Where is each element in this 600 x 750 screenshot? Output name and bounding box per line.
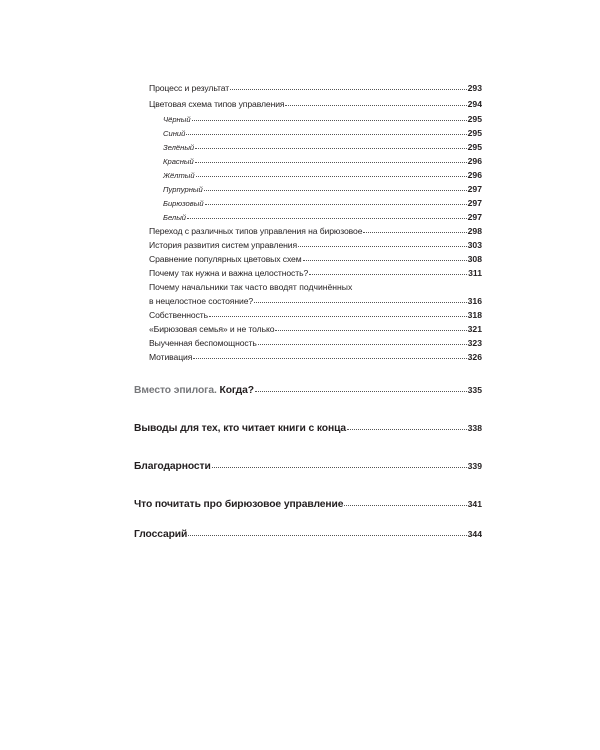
toc-entry-page: 294 [467, 99, 482, 109]
toc-entry-label: Синий [163, 129, 186, 138]
toc-subentry [163, 213, 482, 222]
leader-dots [195, 147, 467, 149]
toc-entry [149, 297, 482, 306]
leader-dots [186, 133, 466, 135]
toc-entry-page: 295 [467, 114, 482, 124]
toc-subentry [163, 129, 482, 138]
toc-subentry [163, 199, 482, 208]
toc-entry-page: 296 [467, 156, 482, 166]
toc-entry-label: Переход с различных типов управления на бирюзовое [149, 226, 363, 236]
toc-entry-label-line1: Почему начальники так часто вводят подчинённых [149, 282, 353, 292]
leader-dots [209, 315, 467, 317]
toc-entry-page: 316 [467, 296, 482, 306]
leader-dots [347, 428, 467, 430]
toc-entry-page: 326 [467, 352, 482, 362]
toc-subentry [163, 157, 482, 166]
leader-dots [285, 104, 466, 106]
toc-chapter-page: 335 [467, 385, 482, 395]
chapter-title: Глоссарий [134, 529, 188, 540]
leader-dots [298, 245, 467, 247]
toc-entry-label: Пурпурный [163, 185, 203, 194]
toc-entry-label: Процесс и результат [149, 83, 230, 93]
leader-dots [212, 466, 467, 468]
toc-entry-label: Выученная беспомощность [149, 338, 257, 348]
toc-entry-label: Цветовая схема типов управления [149, 99, 285, 109]
chapter-title: Когда? [219, 385, 254, 396]
toc-subentry [163, 115, 482, 124]
toc-entry-label: История развития систем управления [149, 240, 298, 250]
leader-dots [363, 231, 466, 233]
toc-entry-page: 321 [467, 324, 482, 334]
toc-entry-page: 295 [467, 142, 482, 152]
toc-entry-label: Бирюзовый [163, 199, 204, 208]
toc-entry [149, 311, 482, 320]
leader-dots [187, 217, 467, 219]
toc-entry-page: 323 [467, 338, 482, 348]
leader-dots [309, 273, 467, 275]
leader-dots [205, 203, 467, 205]
toc-chapter-page: 344 [467, 529, 482, 539]
toc-entry [149, 269, 482, 278]
chapter-title: Что почитать про бирюзовое управление [134, 499, 344, 510]
toc-entry-page: 308 [467, 254, 482, 264]
leader-dots [254, 301, 467, 303]
leader-dots [275, 329, 466, 331]
chapter-prefix: Вместо эпилога. [134, 385, 217, 396]
toc-entry-label: Мотивация [149, 352, 193, 362]
toc-entry-label: Чёрный [163, 115, 191, 124]
leader-dots [230, 88, 467, 90]
toc-subentry [163, 143, 482, 152]
toc-entry-label: Белый [163, 213, 187, 222]
toc-entry-page: 297 [467, 212, 482, 222]
leader-dots [258, 343, 467, 345]
leader-dots [303, 259, 467, 261]
toc-chapter-page: 339 [467, 461, 482, 471]
toc-entry [149, 241, 482, 250]
toc-entry-page: 295 [467, 128, 482, 138]
toc-entry [149, 339, 482, 348]
toc-entry-page: 297 [467, 184, 482, 194]
toc-entry-page: 303 [467, 240, 482, 250]
toc-entry-label: Жёлтый [163, 171, 195, 180]
leader-dots [255, 390, 467, 392]
leader-dots [204, 189, 467, 191]
leader-dots [192, 119, 467, 121]
toc-chapter-page: 338 [467, 423, 482, 433]
toc-entry [149, 84, 482, 93]
leader-dots [188, 534, 466, 536]
toc-chapter [134, 462, 482, 472]
toc-entry-page: 297 [467, 198, 482, 208]
toc-chapter [134, 530, 482, 540]
toc-chapter [134, 424, 482, 434]
leader-dots [195, 161, 467, 163]
toc-chapter [134, 386, 482, 396]
toc-subentry [163, 185, 482, 194]
toc-entry-page: 293 [467, 83, 482, 93]
leader-dots [196, 175, 467, 177]
toc-entry-page: 296 [467, 170, 482, 180]
toc-entry [149, 227, 482, 236]
toc-entry-label: Собственность [149, 310, 208, 320]
leader-dots [344, 504, 466, 506]
toc-entry-page: 298 [467, 226, 482, 236]
toc-entry [149, 325, 482, 334]
toc-entry-label: «Бирюзовая семья» и не только [149, 324, 275, 334]
toc-entry [149, 353, 482, 362]
toc-chapter-page: 341 [467, 499, 482, 509]
toc-entry [149, 255, 482, 264]
toc-entry-label: в нецелостное состояние? [149, 296, 254, 306]
toc-entry [149, 100, 482, 109]
toc-entry-page: 318 [467, 310, 482, 320]
chapter-title: Благодарности [134, 461, 211, 472]
toc-entry-label: Зелёный [163, 143, 195, 152]
toc-entry-page: 311 [468, 268, 482, 278]
toc-entry-label: Красный [163, 157, 194, 166]
toc-subentry [163, 171, 482, 180]
toc-entry-label: Сравнение популярных цветовых схем [149, 254, 302, 264]
toc-entry-label: Почему так нужна и важна целостность? [149, 268, 309, 278]
chapter-title: Выводы для тех, кто читает книги с конца [134, 423, 347, 434]
toc-chapter [134, 500, 482, 510]
leader-dots [193, 357, 466, 359]
